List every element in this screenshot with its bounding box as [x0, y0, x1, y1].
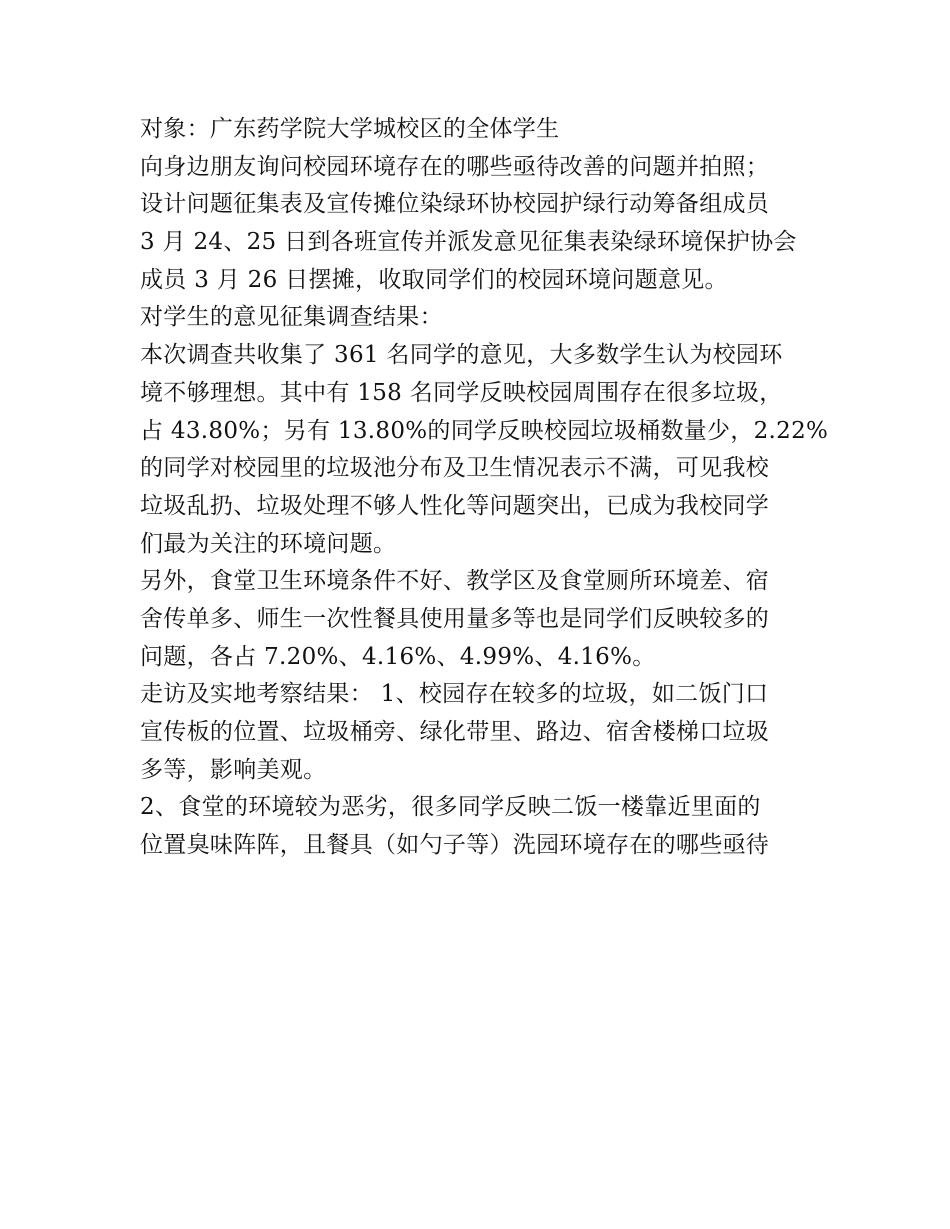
text-line: 对象：广东药学院大学城校区的全体学生 [140, 116, 560, 142]
text-line: 对学生的意见征集调查结果： [140, 304, 443, 331]
text-line: 3 月 24、25 日到各班宣传并派发意见征集表染绿环境保护协会 [140, 229, 797, 256]
text-line: 本次调查共收集了 361 名同学的意见，大多数学生认为校园环 [140, 342, 783, 369]
text-line: 走访及实地考察结果： 1、校园存在较多的垃圾，如二饭门口 [140, 681, 769, 708]
text-line: 位置臭味阵阵，且餐具（如勺子等）洗园环境存在的哪些亟待 [140, 832, 770, 859]
text-line: 境不够理想。其中有 158 名同学反映校园周围存在很多垃圾， [140, 379, 783, 406]
text-line: 多等，影响美观。 [140, 756, 327, 783]
text-line: 的同学对校园里的垃圾池分布及卫生情况表示不满，可见我校 [140, 455, 770, 482]
text-line: 们最为关注的环境问题。 [140, 530, 397, 557]
text-line: 另外，食堂卫生环境条件不好、教学区及食堂厕所环境差、宿 [140, 568, 770, 595]
text-line: 舍传单多、师生一次性餐具使用量多等也是同学们反映较多的 [140, 605, 770, 632]
text-line: 2、食堂的环境较为恶劣，很多同学反映二饭一楼靠近里面的 [140, 794, 761, 821]
text-line: 宣传板的位置、垃圾桶旁、绿化带里、路边、宿舍楼梯口垃圾 [140, 719, 770, 745]
text-line: 向身边朋友询问校园环境存在的哪些亟待改善的问题并拍照； [140, 153, 770, 180]
text-line: 设计问题征集表及宣传摊位染绿环协校园护绿行动筹备组成员 [140, 191, 770, 218]
text-line: 成员 3 月 26 日摆摊，收取同学们的校园环境问题意见。 [140, 266, 728, 293]
text-line: 占 43.80%；另有 13.80%的同学反映校园垃圾桶数量少，2.22% [140, 417, 829, 444]
text-line: 垃圾乱扔、垃圾处理不够人性化等问题突出，已成为我校同学 [140, 492, 770, 519]
text-line: 问题，各占 7.20%、4.16%、4.99%、4.16%。 [140, 643, 656, 670]
document-page [140, 111, 830, 865]
